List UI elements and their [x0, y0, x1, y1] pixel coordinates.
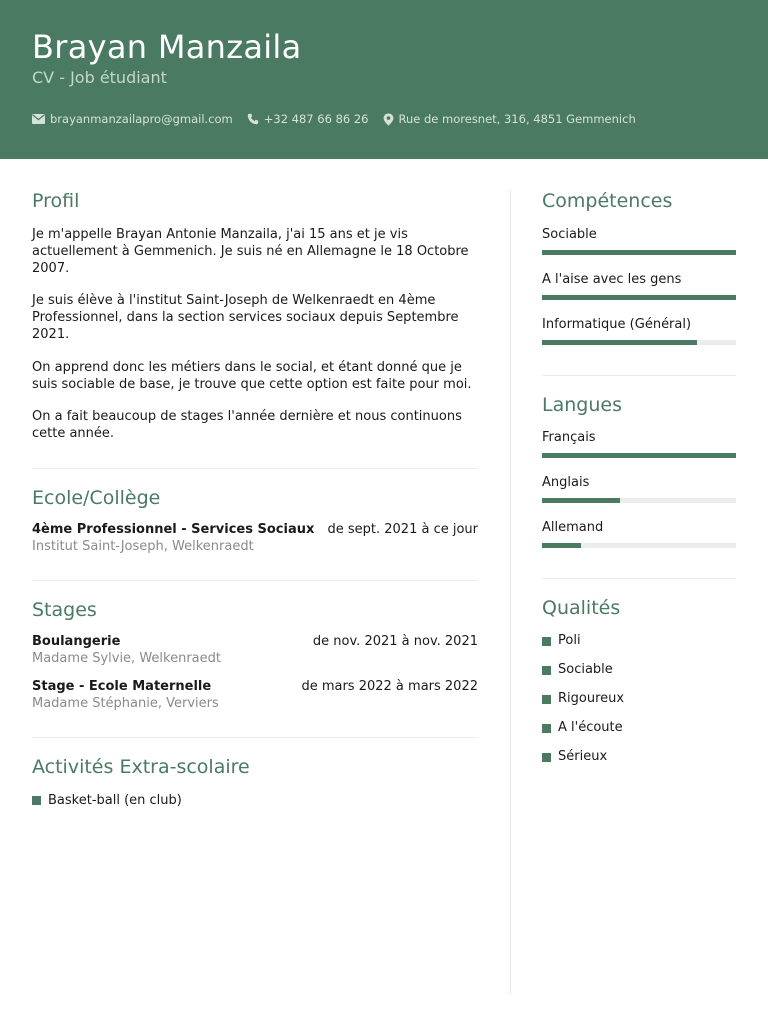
- profil-paragraph: On a fait beaucoup de stages l'année dernière et nous continuons cette année.: [32, 409, 462, 442]
- section-title-qualites: Qualités: [542, 597, 621, 619]
- language-item: [542, 430, 736, 458]
- skill-bar-fill: [542, 340, 697, 345]
- activity-label: Basket-ball (en club): [48, 792, 182, 808]
- entry-date: de mars 2022 à mars 2022: [301, 678, 478, 694]
- language-bar: [542, 498, 736, 503]
- profil-section: [32, 188, 478, 443]
- language-item: [542, 520, 736, 548]
- skill-label: Sociable: [542, 227, 597, 242]
- contact-address: [383, 112, 636, 126]
- square-bullet-icon: [542, 666, 551, 675]
- section-title-ecole: Ecole/Collège: [32, 486, 161, 509]
- skill-item: [542, 317, 736, 345]
- langues-section: [542, 392, 736, 548]
- entry-subtitle: Madame Sylvie, Welkenraedt: [32, 650, 221, 666]
- skill-item: [542, 227, 736, 255]
- skill-bar: [542, 250, 736, 255]
- skill-bar-fill: [542, 295, 736, 300]
- envelope-icon: [32, 114, 45, 124]
- quality-label: Rigoureux: [558, 691, 625, 706]
- language-item: [542, 475, 736, 503]
- section-divider: [542, 578, 736, 579]
- quality-label: Poli: [558, 633, 581, 648]
- stage-entry: [32, 634, 478, 667]
- square-bullet-icon: [542, 753, 551, 762]
- section-divider: [32, 580, 478, 581]
- cv-header: [0, 0, 768, 159]
- section-title-competences: Compétences: [542, 190, 673, 212]
- sidebar-column: [542, 188, 736, 765]
- section-title-activites: Activités Extra-scolaire: [32, 755, 250, 778]
- skill-label: Informatique (Général): [542, 317, 692, 332]
- language-bar-fill: [542, 498, 620, 503]
- skill-label: A l'aise avec les gens: [542, 272, 682, 287]
- address-text: Rue de moresnet, 316, 4851 Gemmenich: [398, 112, 636, 126]
- contact-bar: [32, 112, 650, 126]
- ecole-section: [32, 485, 478, 555]
- contact-email[interactable]: [32, 112, 233, 126]
- list-item: [542, 720, 736, 736]
- phone-text: +32 487 66 86 26: [263, 112, 369, 126]
- contact-phone[interactable]: [247, 112, 369, 126]
- list-item: [542, 662, 736, 678]
- stages-section: [32, 597, 478, 712]
- skill-item: [542, 272, 736, 300]
- profil-paragraph: Je suis élève à l'institut Saint-Joseph de Welkenraedt en 4ème Professionnel, dans la section services sociaux depuis Septembre 2021.: [32, 293, 459, 342]
- section-divider: [542, 375, 736, 376]
- language-bar: [542, 543, 736, 548]
- section-divider: [32, 468, 478, 469]
- square-bullet-icon: [542, 695, 551, 704]
- section-title-profil: Profil: [32, 190, 80, 212]
- language-bar-fill: [542, 453, 736, 458]
- stage-entry: [32, 679, 478, 712]
- list-item: [542, 691, 736, 707]
- entry-title: Stage - Ecole Maternelle: [32, 678, 212, 694]
- cv-subtitle: CV - Job étudiant: [32, 68, 167, 87]
- section-title-stages: Stages: [32, 598, 97, 621]
- skill-bar: [542, 295, 736, 300]
- square-bullet-icon: [542, 637, 551, 646]
- profil-paragraph: Je m'appelle Brayan Antonie Manzaila, j'ai 15 ans et je vis actuellement à Gemmenich. Je suis né en Allemagne le 18 Octobre 2007.: [32, 227, 469, 276]
- entry-title: Boulangerie: [32, 633, 121, 649]
- language-label: Français: [542, 430, 596, 445]
- entry-title: 4ème Professionnel - Services Sociaux: [32, 521, 315, 537]
- candidate-name: Brayan Manzaila: [32, 28, 302, 66]
- list-item: [542, 749, 736, 765]
- skill-bar-fill: [542, 250, 736, 255]
- quality-label: A l'écoute: [558, 720, 623, 735]
- ecole-entry: [32, 522, 478, 555]
- entry-date: de nov. 2021 à nov. 2021: [312, 633, 478, 649]
- entry-date: de sept. 2021 à ce jour: [327, 521, 478, 537]
- list-item: [542, 633, 736, 649]
- skill-bar: [542, 340, 736, 345]
- quality-label: Sérieux: [558, 749, 608, 764]
- column-divider: [510, 190, 511, 994]
- entry-subtitle: Institut Saint-Joseph, Welkenraedt: [32, 538, 254, 554]
- language-label: Allemand: [542, 520, 604, 535]
- competences-section: [542, 188, 736, 345]
- section-title-langues: Langues: [542, 394, 622, 416]
- quality-label: Sociable: [558, 662, 613, 677]
- email-text: brayanmanzailapro@gmail.com: [50, 112, 233, 126]
- language-label: Anglais: [542, 475, 590, 490]
- location-pin-icon: [383, 113, 394, 126]
- phone-icon: [247, 113, 259, 125]
- square-bullet-icon: [32, 796, 41, 805]
- activites-section: [32, 754, 478, 809]
- language-bar: [542, 453, 736, 458]
- main-column: [32, 188, 478, 809]
- entry-subtitle: Madame Stéphanie, Verviers: [32, 695, 219, 711]
- list-item: [32, 793, 478, 809]
- section-divider: [32, 737, 478, 738]
- language-bar-fill: [542, 543, 581, 548]
- profil-paragraph: On apprend donc les métiers dans le social, et étant donné que je suis sociable de base, je trouve que cette option est faite pour moi.: [32, 359, 472, 392]
- square-bullet-icon: [542, 724, 551, 733]
- qualites-section: [542, 595, 736, 765]
